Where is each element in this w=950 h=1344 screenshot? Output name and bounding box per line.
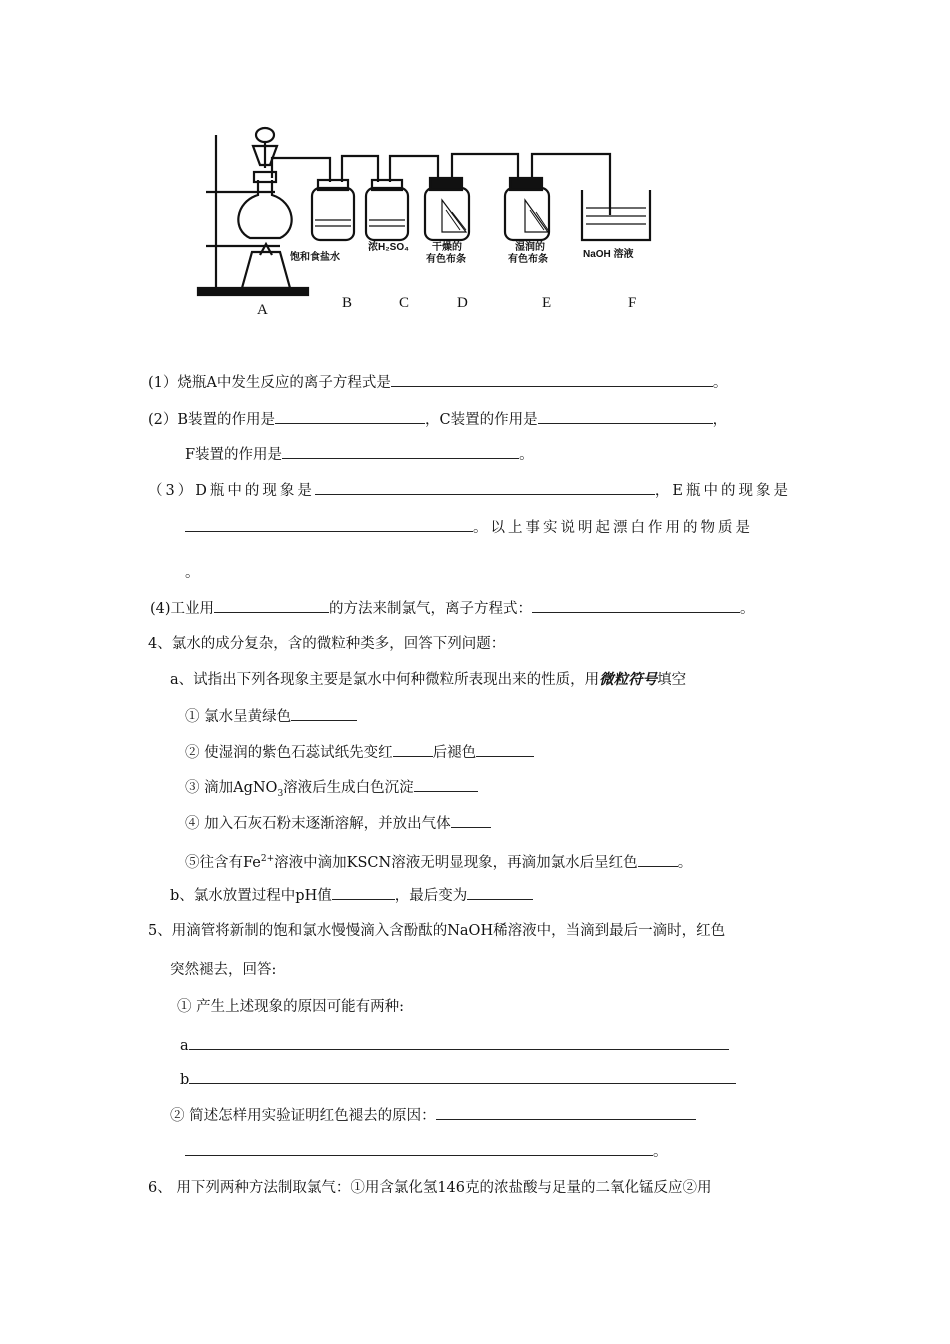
q3-part3: （3）D瓶中的现象是 ，E瓶中的现象是 xyxy=(148,480,791,501)
apparatus-diagram xyxy=(190,120,690,320)
q3-part2: (2）B装置的作用是 ，C装置的作用是 ， xyxy=(148,409,727,430)
answer-blank[interactable] xyxy=(436,1105,696,1120)
q6-title: 6、 用下列两种方法制取氯气：①用含氯化氢146克的浓盐酸与足量的二氧化锰反应②用 xyxy=(148,1180,712,1196)
q5-reason-a: a xyxy=(180,1035,729,1056)
answer-blank[interactable] xyxy=(275,409,425,424)
answer-blank[interactable] xyxy=(214,598,329,613)
q5-reason-b: b xyxy=(180,1069,736,1090)
q4-title: 4、氯水的成分复杂，含的微粒种类多，回答下列问题： xyxy=(148,636,506,652)
answer-blank[interactable] xyxy=(532,598,740,613)
q5-sub2-cont: 。 xyxy=(185,1141,668,1162)
answer-blank[interactable] xyxy=(538,409,713,424)
answer-blank[interactable] xyxy=(185,517,473,532)
label-e: E xyxy=(542,295,552,311)
caption-f: NaOH 溶液 xyxy=(583,249,634,260)
answer-blank[interactable] xyxy=(393,742,433,757)
caption-d1: 干燥的 xyxy=(432,242,462,253)
q3-part4: (4)工业用 的方法来制氯气，离子方程式： 。 xyxy=(150,598,755,619)
q3-part3c: 。 xyxy=(185,565,200,581)
label-a: A xyxy=(257,302,268,318)
answer-blank[interactable] xyxy=(189,1035,729,1050)
answer-blank[interactable] xyxy=(185,1141,653,1156)
label-d: D xyxy=(457,295,468,311)
q5-title: 5、用滴管将新制的饱和氯水慢慢滴入含酚酞的NaOH稀溶液中，当滴到最后一滴时，红色 xyxy=(148,923,726,939)
answer-blank[interactable] xyxy=(315,480,655,495)
q5-sub1: ① 产生上述现象的原因可能有两种: xyxy=(177,999,404,1015)
caption-c: 浓H₂SO₄ xyxy=(368,242,409,253)
q3-part1: (1）烧瓶A中发生反应的离子方程式是 。 xyxy=(148,372,727,393)
answer-blank[interactable] xyxy=(467,885,533,900)
caption-d2: 有色布条 xyxy=(426,254,466,265)
q5-title2: 突然褪去，回答: xyxy=(170,962,277,978)
q3-part2b: F装置的作用是 。 xyxy=(185,444,534,465)
answer-blank[interactable] xyxy=(332,885,395,900)
q4-a-prompt: a、试指出下列各现象主要是氯水中何种微粒所表现出来的性质，用微粒符号填空 xyxy=(170,671,687,688)
label-b: B xyxy=(342,295,353,311)
answer-blank[interactable] xyxy=(414,777,478,792)
q4-b: b、氯水放置过程中pH值 ，最后变为 xyxy=(170,885,533,906)
label-c: C xyxy=(399,295,410,311)
q5-sub2: ② 简述怎样用实验证明红色褪去的原因： xyxy=(170,1105,696,1126)
answer-blank[interactable] xyxy=(638,852,678,867)
answer-blank[interactable] xyxy=(451,813,491,828)
caption-e2: 有色布条 xyxy=(508,254,548,265)
answer-blank[interactable] xyxy=(391,372,713,387)
answer-blank[interactable] xyxy=(282,444,519,459)
q4-item5: ⑤往含有$Fe^{2+}$溶液中滴加KSCN溶液无明显现象，再滴加氯水后呈红色 。 xyxy=(185,849,692,873)
answer-blank[interactable] xyxy=(476,742,534,757)
q4-item2: ② 使湿润的紫色石蕊试纸先变红 后褪色 xyxy=(185,742,534,763)
q4-item4: ④ 加入石灰石粉末逐渐溶解，并放出气体 xyxy=(185,813,491,834)
answer-blank[interactable] xyxy=(189,1069,736,1084)
caption-e1: 湿润的 xyxy=(515,242,545,253)
q4-item3: ③ 滴加AgNO$_3$溶液后生成白色沉淀 xyxy=(185,777,478,804)
label-f: F xyxy=(628,295,637,311)
q4-item1: ① 氯水呈黄绿色 xyxy=(185,706,357,727)
answer-blank[interactable] xyxy=(291,706,357,721)
caption-b: 饱和食盐水 xyxy=(290,252,340,263)
q3-part3b: 。以上事实说明起漂白作用的物质是 xyxy=(185,517,753,538)
